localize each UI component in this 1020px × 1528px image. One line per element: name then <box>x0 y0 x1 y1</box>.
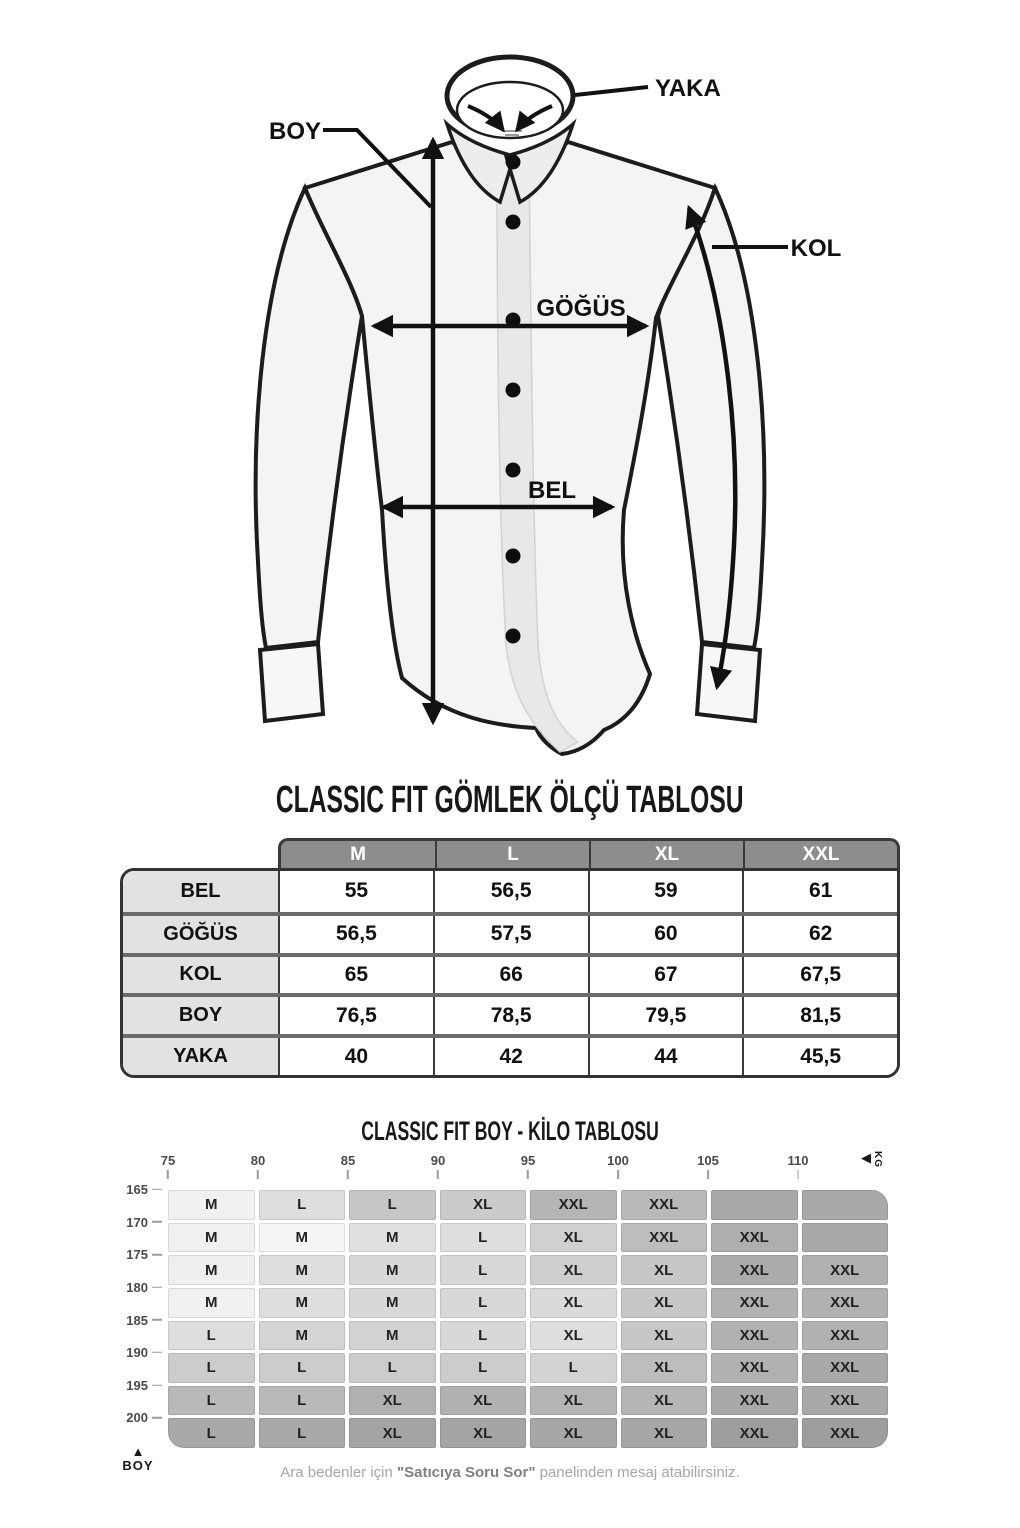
size-value: 62 <box>742 916 897 953</box>
size-value: 60 <box>588 916 743 953</box>
weight-cell-195-85: XL <box>349 1386 436 1416</box>
weight-cell-185-75: L <box>168 1321 255 1351</box>
footer-prefix: Ara bedenler için <box>280 1464 397 1481</box>
size-value: 42 <box>433 1038 588 1075</box>
size-value: 59 <box>588 871 743 912</box>
weight-cell-170-85: M <box>349 1223 436 1253</box>
weight-cell-175-90: L <box>440 1255 527 1285</box>
weight-cell-175-75: M <box>168 1255 255 1285</box>
height-tick <box>152 1352 162 1354</box>
weight-cell-195-105: XXL <box>711 1386 798 1416</box>
height-label-text: 170 <box>126 1214 148 1230</box>
height-label-text: 200 <box>126 1410 148 1426</box>
weight-table-title <box>0 1116 1020 1147</box>
height-label-text: 165 <box>126 1181 148 1197</box>
weight-cell-180-85: M <box>349 1288 436 1318</box>
size-table <box>120 838 900 1078</box>
weight-cell-180-100: XL <box>621 1288 708 1318</box>
yaka-connector <box>575 87 648 95</box>
weight-cell-185-80: M <box>259 1321 346 1351</box>
size-table-title-text: CLASSIC FIT GÖMLEK ÖLÇÜ TABLOSU <box>276 778 744 821</box>
kg-label-75 <box>161 1153 175 1179</box>
weight-cell-185-100: XL <box>621 1321 708 1351</box>
row-label: BEL <box>123 871 278 912</box>
height-label-text: 175 <box>126 1247 148 1262</box>
weight-cell-200-110: XXL <box>802 1418 889 1448</box>
weight-cell-195-95: XL <box>530 1386 617 1416</box>
kg-label-85 <box>341 1153 355 1179</box>
size-column-header-XL: XL <box>589 841 743 868</box>
right-cuff <box>697 644 760 721</box>
kg-tick <box>797 1170 799 1179</box>
kg-arrow-icon: ◀ <box>861 1150 871 1165</box>
weight-cell-190-110: XXL <box>802 1353 889 1383</box>
weight-cell-190-75: L <box>168 1353 255 1383</box>
weight-cell-165-105 <box>711 1190 798 1220</box>
size-value: 81,5 <box>742 997 897 1034</box>
kg-label-95 <box>521 1153 535 1179</box>
weight-cell-165-85: L <box>349 1190 436 1220</box>
weight-cell-175-105: XXL <box>711 1255 798 1285</box>
kg-tick <box>617 1170 619 1179</box>
label-kol: KOL <box>790 235 842 262</box>
height-tick <box>152 1286 162 1288</box>
height-label-175 <box>112 1247 162 1262</box>
kg-label-text: 110 <box>787 1153 809 1168</box>
weight-cell-175-80: M <box>259 1255 346 1285</box>
size-value: 55 <box>278 871 433 912</box>
kg-label-text: 75 <box>160 1153 176 1168</box>
weight-cell-170-100: XXL <box>621 1223 708 1253</box>
weight-cell-175-110: XXL <box>802 1255 889 1285</box>
weight-cell-165-110 <box>802 1190 889 1220</box>
size-table-row-KOL <box>123 953 897 994</box>
height-label-190 <box>112 1345 162 1360</box>
label-boy: BOY <box>268 118 322 145</box>
kg-label-text: 105 <box>697 1153 719 1168</box>
boy-arrow-icon: ▲ <box>131 1444 145 1459</box>
height-label-170 <box>112 1214 162 1229</box>
size-value: 61 <box>742 871 897 912</box>
row-label: GÖĞÜS <box>123 916 278 953</box>
height-label-180 <box>112 1280 162 1295</box>
size-value: 56,5 <box>433 871 588 912</box>
weight-cell-195-90: XL <box>440 1386 527 1416</box>
weight-cell-165-80: L <box>259 1190 346 1220</box>
kg-label-110 <box>788 1153 809 1179</box>
kg-tick <box>527 1170 529 1179</box>
kg-label-text: 85 <box>340 1153 356 1168</box>
kg-tick <box>167 1170 169 1179</box>
height-tick <box>152 1254 162 1256</box>
weight-cell-190-105: XXL <box>711 1353 798 1383</box>
kg-tick <box>257 1170 259 1179</box>
size-value: 57,5 <box>433 916 588 953</box>
weight-cell-195-110: XXL <box>802 1386 889 1416</box>
size-value: 40 <box>278 1038 433 1075</box>
size-table-row-BOY <box>123 993 897 1034</box>
weight-cell-180-110: XXL <box>802 1288 889 1318</box>
weight-cell-185-90: L <box>440 1321 527 1351</box>
weight-grid <box>168 1190 888 1448</box>
height-label-text: 195 <box>126 1377 148 1393</box>
size-column-header-M: M <box>350 843 366 865</box>
size-value: 44 <box>588 1038 743 1075</box>
row-label: BOY <box>123 997 278 1034</box>
kg-label-text: 80 <box>250 1153 266 1168</box>
kg-label-105 <box>697 1153 719 1179</box>
footer-suffix: panelinden mesaj atabilirsiniz. <box>535 1464 740 1481</box>
size-value: 78,5 <box>433 997 588 1034</box>
label-yaka: YAKA <box>655 75 721 102</box>
size-column-header-L: L <box>435 841 589 868</box>
height-label-165 <box>112 1182 162 1197</box>
height-label-200 <box>112 1410 162 1425</box>
weight-cell-170-110 <box>802 1223 889 1253</box>
size-table-header <box>278 838 900 868</box>
height-tick <box>152 1189 162 1191</box>
weight-cell-185-110: XXL <box>802 1321 889 1351</box>
kg-tick <box>707 1170 709 1179</box>
weight-cell-200-75: L <box>168 1418 255 1448</box>
weight-cell-190-85: L <box>349 1353 436 1383</box>
weight-cell-195-80: L <box>259 1386 346 1416</box>
weight-cell-175-85: M <box>349 1255 436 1285</box>
size-table-body <box>120 868 900 1078</box>
size-value: 76,5 <box>278 997 433 1034</box>
weight-cell-170-80: M <box>259 1223 346 1253</box>
kg-unit <box>861 1151 883 1168</box>
height-tick <box>152 1417 162 1419</box>
weight-cell-200-80: L <box>259 1418 346 1448</box>
weight-cell-185-105: XXL <box>711 1321 798 1351</box>
size-value: 67,5 <box>742 957 897 994</box>
weight-cell-185-85: M <box>349 1321 436 1351</box>
weight-cell-180-80: M <box>259 1288 346 1318</box>
label-bel: BEL <box>528 477 576 504</box>
kg-tick <box>437 1170 439 1179</box>
kg-label-text: 90 <box>430 1153 446 1168</box>
weight-cell-195-75: L <box>168 1386 255 1416</box>
size-table-title <box>0 778 1020 821</box>
kg-label-90 <box>431 1153 445 1179</box>
kg-label-text: 100 <box>607 1153 629 1168</box>
height-label-185 <box>112 1312 162 1327</box>
weight-cell-190-95: L <box>530 1353 617 1383</box>
kg-tick <box>347 1170 349 1179</box>
weight-cell-170-105: XXL <box>711 1223 798 1253</box>
size-value: 56,5 <box>278 916 433 953</box>
weight-cell-165-95: XXL <box>530 1190 617 1220</box>
weight-cell-200-85: XL <box>349 1418 436 1448</box>
weight-table-title-text: CLASSIC FIT BOY - KİLO TABLOSU <box>361 1116 659 1147</box>
height-label-text: 180 <box>126 1279 148 1295</box>
weight-cell-200-100: XL <box>621 1418 708 1448</box>
label-gogus: GÖĞÜS <box>536 295 626 322</box>
weight-cell-170-95: XL <box>530 1223 617 1253</box>
size-table-row-YAKA <box>123 1034 897 1075</box>
size-column-header-XXL: XXL <box>743 841 897 868</box>
size-value: 45,5 <box>742 1038 897 1075</box>
weight-cell-190-90: L <box>440 1353 527 1383</box>
row-label: YAKA <box>123 1038 278 1075</box>
weight-cell-180-75: M <box>168 1288 255 1318</box>
weight-cell-190-100: XL <box>621 1353 708 1383</box>
weight-cell-200-105: XXL <box>711 1418 798 1448</box>
kg-label-80 <box>251 1153 265 1179</box>
boy-unit-label: BOY <box>122 1457 154 1473</box>
weight-cell-180-90: L <box>440 1288 527 1318</box>
weight-cell-170-75: M <box>168 1223 255 1253</box>
kg-label-text: 95 <box>520 1153 536 1168</box>
weight-cell-190-80: L <box>259 1353 346 1383</box>
weight-cell-175-100: XL <box>621 1255 708 1285</box>
weight-cell-175-95: XL <box>530 1255 617 1285</box>
size-value: 66 <box>433 957 588 994</box>
weight-cell-165-75: M <box>168 1190 255 1220</box>
weight-cell-200-95: XL <box>530 1418 617 1448</box>
footer-highlight: "Satıcıya Soru Sor" <box>397 1464 536 1481</box>
footer-note <box>0 1464 1020 1481</box>
height-label-text: 190 <box>126 1344 148 1360</box>
weight-cell-180-95: XL <box>530 1288 617 1318</box>
size-value: 67 <box>588 957 743 994</box>
height-tick <box>152 1319 162 1321</box>
weight-cell-170-90: L <box>440 1223 527 1253</box>
kg-label-100 <box>607 1153 629 1179</box>
height-tick <box>152 1221 162 1223</box>
weight-cell-180-105: XXL <box>711 1288 798 1318</box>
size-value: 79,5 <box>588 997 743 1034</box>
size-value: 65 <box>278 957 433 994</box>
weight-cell-165-90: XL <box>440 1190 527 1220</box>
height-tick <box>152 1384 162 1386</box>
height-label-195 <box>112 1378 162 1393</box>
left-cuff <box>260 644 323 721</box>
size-table-row-GÖĞÜS <box>123 912 897 953</box>
size-table-row-BEL <box>123 871 897 912</box>
weight-cell-165-100: XXL <box>621 1190 708 1220</box>
row-label: KOL <box>123 957 278 994</box>
height-label-text: 185 <box>126 1312 148 1328</box>
weight-cell-195-100: XL <box>621 1386 708 1416</box>
weight-cell-200-90: XL <box>440 1418 527 1448</box>
kg-unit-label: KG <box>872 1151 883 1168</box>
weight-cell-185-95: XL <box>530 1321 617 1351</box>
